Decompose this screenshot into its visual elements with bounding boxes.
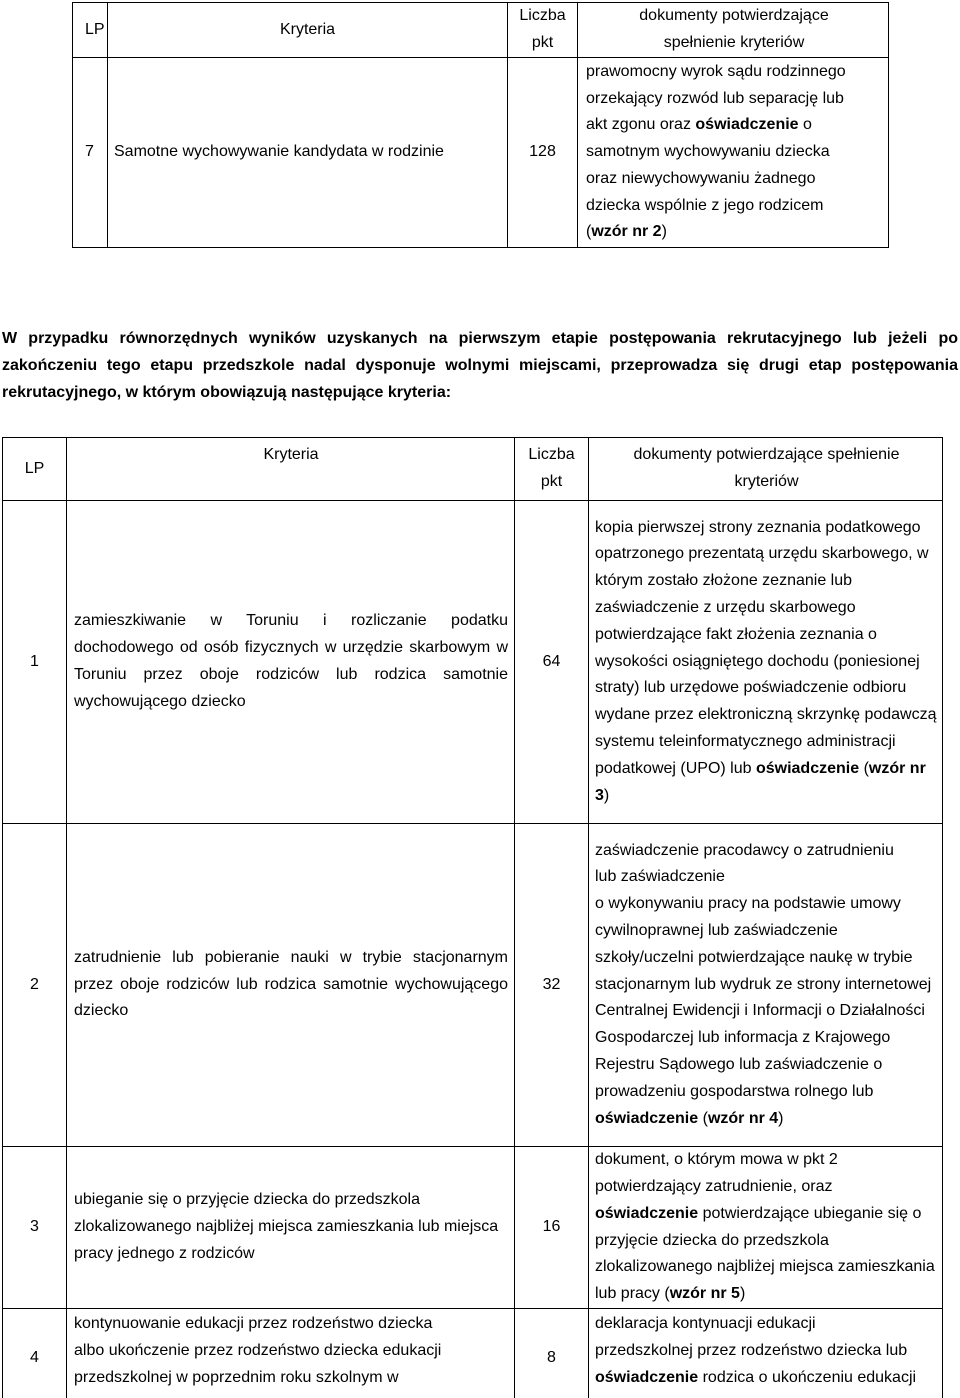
docs-bold: oświadczenie — [595, 1109, 699, 1127]
docs-line: dziecka wspólnie z jego rodzicem — [586, 196, 824, 214]
docs-line: deklaracja kontynuacji edukacji — [595, 1315, 816, 1332]
header-docs-line1: dokumenty potwierdzające — [639, 7, 829, 25]
docs-line: samotnym wychowywaniu dziecka — [586, 143, 830, 161]
header-pkt-line2: pkt — [540, 473, 563, 490]
header-pkt-line1: Liczba — [519, 7, 566, 25]
criteria-table-second-stage — [2, 437, 943, 1398]
row-pkt: 16 — [515, 1147, 589, 1309]
header-pkt — [508, 3, 578, 58]
row-kryteria — [67, 1309, 515, 1398]
kryteria-line: albo ukończenie przez rodzeństwo dziecka edukacji — [74, 1341, 442, 1359]
row-lp: 7 — [73, 58, 108, 248]
docs-text: kopia pierwszej strony zeznania podatkowego opatrzonego prezentatą urzędu skarbowego, w którym zostało złożone zeznanie lub zaświadczenie z urzędu skarbowego potwierdzające fakt złożenia zeznania o wysokości osiągniętego dochodu (poniesionej straty) lub urzędowe poświadczenie odbioru wydane przez elektroniczną skrzynkę podawczą systemu teleinformatycznego administracji podatkowej (UPO) lub — [595, 518, 937, 777]
row-docs — [589, 1309, 943, 1398]
criteria-table-first-stage — [72, 2, 889, 248]
table-row — [3, 501, 943, 824]
docs-bold: wzór nr 3 — [595, 759, 926, 804]
docs-text: ) — [603, 786, 610, 804]
docs-line: prawomocny wyrok sądu rodzinnego — [586, 62, 846, 80]
docs-line: orzekający rozwód lub separację lub — [586, 89, 844, 107]
row-kryteria: zatrudnienie lub pobieranie nauki w trybie stacjonarnym przez oboje rodziców lub rodzica samotnie wychowującego dziecko — [67, 824, 515, 1147]
docs-bold: wzór nr 4 — [707, 1109, 779, 1127]
docs-bold: wzór nr 5 — [669, 1285, 740, 1303]
row-pkt: 64 — [515, 501, 589, 824]
header-pkt-line1: Liczba — [528, 446, 575, 464]
header-lp: LP — [3, 438, 67, 501]
docs-text: ) — [778, 1109, 784, 1127]
header-pkt — [515, 438, 589, 501]
table-row — [3, 1147, 943, 1309]
row-kryteria: zamieszkiwanie w Toruniu i rozliczanie podatku dochodowego od osób fizycznych w urzędzie skarbowym w Toruniu przez oboje rodziców lub rodzica samotnie wychowującego dziecko — [67, 501, 515, 824]
header-docs — [578, 3, 889, 58]
header-kryteria: Kryteria — [108, 3, 508, 58]
table-header-row — [73, 3, 889, 58]
row-docs — [589, 1147, 943, 1309]
docs-text: ( — [586, 223, 592, 241]
docs-line — [586, 112, 882, 139]
table-row — [73, 58, 889, 248]
docs-text: ) — [661, 223, 667, 241]
docs-block — [595, 891, 938, 1132]
docs-text: ) — [739, 1285, 746, 1303]
docs-text: dokument, o którym mowa w pkt 2 potwierdzający zatrudnienie, oraz — [595, 1151, 838, 1195]
row-docs — [589, 501, 943, 824]
row-docs — [589, 824, 943, 1147]
header-docs-line2: spełnienie kryteriów — [663, 34, 805, 51]
docs-bold: oświadczenie — [755, 759, 860, 777]
second-stage-paragraph: W przypadku równorzędnych wyników uzyskanych na pierwszym etapie postępowania rekrutacyjnego lub jeżeli po zakończeniu tego etapu przedszkole nadal dysponuje wolnymi miejscami, przeprowadza się drugi etap postępowania rekrutacyjnego, w którym obowiązują następujące kryteria: — [2, 330, 958, 401]
docs-text: o wykonywaniu pracy na podstawie umowy cywilnoprawnej lub zaświadczenie szkoły/uczelni potwierdzające naukę w trybie stacjonarnym lub wydruk ze strony internetowej Centralnej Ewidencji i Informacji o Działalności Gospodarczej lub informacja z Krajowego Rejestru Sądowego lub zaświadczenie o prowadzeniu gospodarstwa rolnego lub — [595, 895, 932, 1100]
docs-bold: oświadczenie — [595, 1368, 699, 1386]
docs-text: potwierdzające ubieganie się o przyjęcie dziecka do przedszkola zlokalizowanego najbliżej miejsca zamieszkania lub pracy ( — [595, 1204, 935, 1303]
row-pkt: 8 — [515, 1309, 589, 1398]
header-docs-line1: dokumenty potwierdzające spełnienie — [633, 446, 900, 464]
docs-line — [586, 219, 882, 246]
docs-bold: oświadczenie — [695, 116, 799, 134]
header-kryteria: Kryteria — [67, 438, 515, 501]
kryteria-line: kontynuowanie edukacji przez rodzeństwo dziecka — [74, 1315, 433, 1332]
header-docs — [589, 438, 943, 501]
table-row — [3, 1309, 943, 1398]
header-docs-line2: kryteriów — [734, 473, 799, 490]
docs-bold: wzór nr 2 — [591, 223, 662, 241]
kryteria-line: przedszkolnej w poprzednim roku szkolnym w — [74, 1368, 399, 1386]
row-lp: 4 — [3, 1309, 67, 1398]
header-lp: LP — [73, 3, 108, 58]
table-header-row — [3, 438, 943, 501]
table-row — [3, 824, 943, 1147]
row-lp: 3 — [3, 1147, 67, 1309]
row-lp: 2 — [3, 824, 67, 1147]
row-pkt: 32 — [515, 824, 589, 1147]
docs-line: lub zaświadczenie — [595, 868, 725, 886]
docs-text: akt zgonu oraz — [586, 116, 696, 134]
docs-line — [595, 1365, 938, 1392]
docs-line: oraz niewychowywaniu żadnego — [586, 169, 816, 187]
row-docs — [578, 58, 889, 248]
docs-bold: oświadczenie — [595, 1204, 699, 1222]
row-kryteria: ubieganie się o przyjęcie dziecka do przedszkola zlokalizowanego najbliżej miejsca zamieszkania lub miejsca pracy jednego z rodziców — [67, 1147, 515, 1309]
docs-text: rodzica o ukończeniu edukacji — [698, 1368, 917, 1386]
docs-line: zaświadczenie pracodawcy o zatrudnieniu — [595, 841, 894, 859]
docs-text: ( — [859, 759, 869, 777]
docs-line: przedszkolnej przez rodzeństwo dziecka lub — [595, 1341, 908, 1359]
row-kryteria: Samotne wychowywanie kandydata w rodzinie — [108, 58, 508, 248]
docs-text: o — [798, 116, 812, 134]
row-lp: 1 — [3, 501, 67, 824]
docs-text: ( — [702, 1109, 708, 1127]
row-pkt: 128 — [508, 58, 578, 248]
header-pkt-line2: pkt — [531, 34, 554, 51]
